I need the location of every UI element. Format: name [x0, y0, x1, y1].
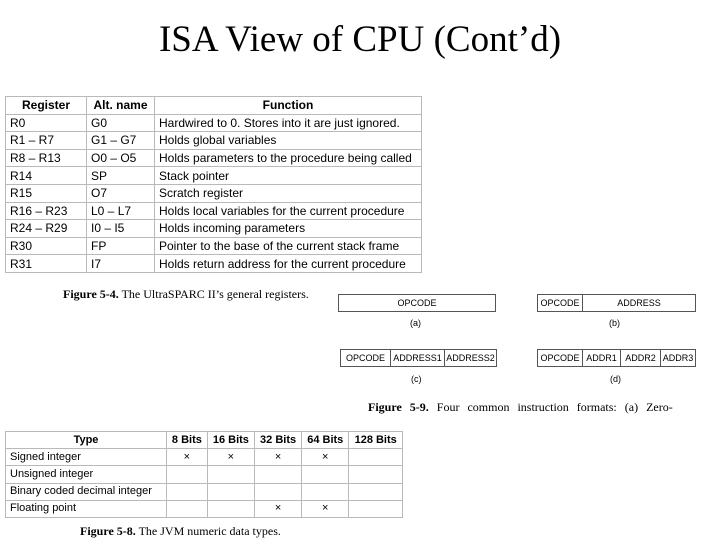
alt-name-cell: G0 — [87, 114, 155, 132]
type-support-cell — [349, 449, 403, 466]
format-b — [537, 294, 696, 312]
alt-name-cell: I0 – I5 — [87, 220, 155, 238]
figure-5-8-caption — [80, 524, 281, 539]
header-alt-name: Alt. name — [87, 97, 155, 115]
register-cell: R1 – R7 — [6, 132, 87, 150]
type-support-cell: × — [167, 449, 208, 466]
figure-5-8-label: Figure 5-8. — [80, 524, 136, 538]
register-cell: R30 — [6, 237, 87, 255]
register-cell: R14 — [6, 167, 87, 185]
register-cell: R16 – R23 — [6, 202, 87, 220]
header-function: Function — [155, 97, 422, 115]
type-support-cell — [207, 466, 254, 483]
register-cell: R8 – R13 — [6, 149, 87, 167]
registers-header-row — [6, 97, 422, 115]
format-d-field: ADDR2 — [620, 350, 660, 366]
register-row — [6, 237, 422, 255]
jvm-type-row — [6, 466, 403, 483]
register-cell: R15 — [6, 184, 87, 202]
function-cell: Hardwired to 0. Stores into it are just ignored. — [155, 114, 422, 132]
alt-name-cell: O0 – O5 — [87, 149, 155, 167]
format-a-field: OPCODE — [397, 298, 437, 308]
format-c-field: OPCODE — [345, 353, 385, 363]
type-support-cell — [349, 466, 403, 483]
format-d — [537, 349, 696, 367]
format-b-label: (b) — [609, 318, 620, 328]
type-support-cell — [349, 483, 403, 500]
type-name-cell: Binary coded decimal integer — [6, 483, 167, 500]
jvm-type-row — [6, 449, 403, 466]
type-support-cell — [254, 466, 301, 483]
type-support-cell: × — [254, 449, 301, 466]
alt-name-cell: L0 – L7 — [87, 202, 155, 220]
format-c-field: ADDRESS1 — [390, 350, 444, 366]
alt-name-cell: O7 — [87, 184, 155, 202]
type-support-cell: × — [254, 500, 301, 517]
type-name-cell: Unsigned integer — [6, 466, 167, 483]
alt-name-cell: G1 – G7 — [87, 132, 155, 150]
alt-name-cell: I7 — [87, 255, 155, 273]
register-row — [6, 184, 422, 202]
jvm-types-table — [5, 431, 403, 518]
function-cell: Holds parameters to the procedure being called — [155, 149, 422, 167]
type-support-cell: × — [302, 449, 349, 466]
format-c-field: ADDRESS2 — [444, 350, 496, 366]
slide-title: ISA View of CPU (Cont’d) — [158, 19, 562, 60]
register-cell: R0 — [6, 114, 87, 132]
type-support-cell — [302, 483, 349, 500]
register-cell: R31 — [6, 255, 87, 273]
type-support-cell — [167, 500, 208, 517]
type-support-cell: × — [207, 449, 254, 466]
header-128-bits: 128 Bits — [349, 432, 403, 449]
jvm-types-header-row — [6, 432, 403, 449]
header-32-bits: 32 Bits — [254, 432, 301, 449]
function-cell: Holds incoming parameters — [155, 220, 422, 238]
function-cell: Scratch register — [155, 184, 422, 202]
format-d-field: ADDR1 — [582, 350, 620, 366]
type-support-cell — [167, 483, 208, 500]
type-support-cell — [349, 500, 403, 517]
registers-table — [5, 96, 422, 273]
type-support-cell — [207, 483, 254, 500]
register-row — [6, 167, 422, 185]
type-name-cell: Floating point — [6, 500, 167, 517]
format-d-field: ADDR3 — [660, 350, 695, 366]
type-support-cell — [302, 466, 349, 483]
type-support-cell — [167, 466, 208, 483]
jvm-types-body — [6, 449, 403, 518]
format-b-field: ADDRESS — [582, 295, 695, 311]
register-row — [6, 220, 422, 238]
figure-5-9-text: Four common instruction formats: (a) Zero- — [436, 400, 673, 414]
type-support-cell — [254, 483, 301, 500]
function-cell: Stack pointer — [155, 167, 422, 185]
alt-name-cell: SP — [87, 167, 155, 185]
format-c-label: (c) — [411, 374, 422, 384]
register-row — [6, 132, 422, 150]
register-row — [6, 255, 422, 273]
format-c — [340, 349, 497, 367]
header-8-bits: 8 Bits — [167, 432, 208, 449]
format-a-label: (a) — [410, 318, 421, 328]
function-cell: Pointer to the base of the current stack frame — [155, 237, 422, 255]
function-cell: Holds local variables for the current procedure — [155, 202, 422, 220]
type-support-cell: × — [302, 500, 349, 517]
register-cell: R24 – R29 — [6, 220, 87, 238]
figure-5-8-text: The JVM numeric data types. — [138, 524, 281, 538]
alt-name-cell: FP — [87, 237, 155, 255]
function-cell: Holds global variables — [155, 132, 422, 150]
type-support-cell — [207, 500, 254, 517]
jvm-type-row — [6, 483, 403, 500]
format-d-field: OPCODE — [540, 353, 580, 363]
register-row — [6, 202, 422, 220]
header-type: Type — [6, 432, 167, 449]
jvm-type-row — [6, 500, 403, 517]
figure-5-4-caption — [63, 287, 309, 302]
format-a — [338, 294, 496, 312]
figure-5-9-label: Figure 5-9. — [368, 400, 429, 414]
registers-body — [6, 114, 422, 272]
type-name-cell: Signed integer — [6, 449, 167, 466]
figure-5-4-text: The UltraSPARC II’s general registers. — [121, 287, 309, 301]
format-b-field: OPCODE — [540, 298, 580, 308]
header-64-bits: 64 Bits — [302, 432, 349, 449]
register-row — [6, 114, 422, 132]
figure-5-9-caption — [368, 400, 673, 415]
function-cell: Holds return address for the current procedure — [155, 255, 422, 273]
format-d-label: (d) — [610, 374, 621, 384]
header-register: Register — [6, 97, 87, 115]
header-16-bits: 16 Bits — [207, 432, 254, 449]
figure-5-4-label: Figure 5-4. — [63, 287, 119, 301]
register-row — [6, 149, 422, 167]
